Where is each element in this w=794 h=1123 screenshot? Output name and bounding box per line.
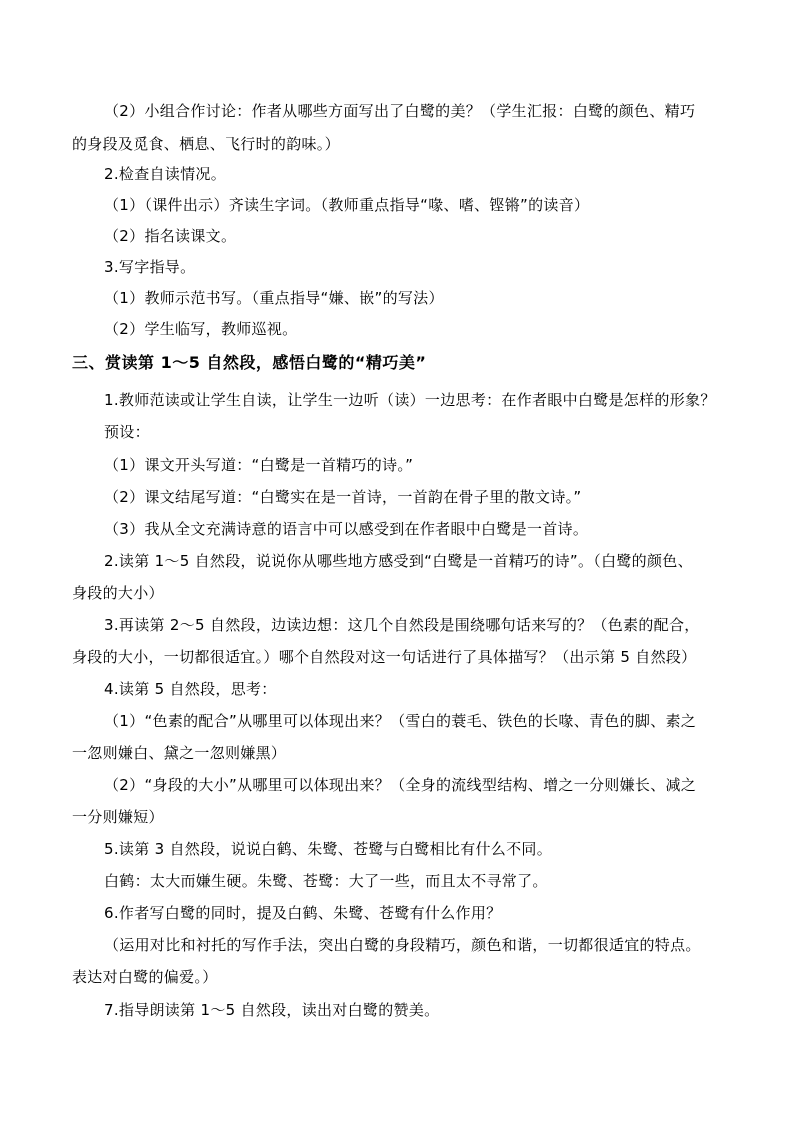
text-line: 一忽则嫌白、黛之一忽则嫌黑）: [72, 744, 287, 762]
text-line: 预设：: [104, 423, 150, 441]
text-line: 4.读第 5 自然段，思考：: [104, 680, 277, 698]
section-heading: 三、赏读第 1～5 自然段，感悟白鹭的“精巧美”: [72, 353, 427, 372]
text-line: 2.检查自读情况。: [104, 165, 227, 183]
text-line: 3.写字指导。: [104, 258, 196, 276]
text-line: 表达对白鹭的偏爱。）: [72, 968, 218, 986]
text-line: （2）学生临写，教师巡视。: [104, 320, 298, 338]
text-line: （运用对比和衬托的写作手法，突出白鹭的身段精巧，颜色和谐，一切都很适宜的特点。: [104, 936, 701, 954]
text-line: （2）课文结尾写道：“白鹭实在是一首诗，一首韵在骨子里的散文诗。”: [104, 488, 582, 506]
text-line: 2.读第 1～5 自然段，说说你从哪些地方感受到“白鹭是一首精巧的诗”。（白鹭的颜色、: [104, 552, 693, 570]
text-line: 白鹤：太大而嫌生硬。朱鹭、苍鹭：大了一些，而且太不寻常了。: [104, 872, 548, 890]
text-line: 3.再读第 2～5 自然段，边读边想：这几个自然段是围绕哪句话来写的？（色素的配合，: [104, 616, 700, 634]
text-line: 6.作者写白鹭的同时，提及白鹤、朱鹭、苍鹭有什么作用？: [104, 904, 502, 922]
text-line: 1.教师范读或让学生自读，让学生一边听（读）一边思考：在作者眼中白鹭是怎样的形象？: [104, 391, 716, 409]
text-line: （3）我从全文充满诗意的语言中可以感受到在作者眼中白鹭是一首诗。: [104, 520, 589, 538]
text-line: 的身段及觅食、栖息、飞行时的韵味。）: [72, 135, 340, 153]
text-line: （1）（课件出示）齐读生字词。（教师重点指导“喙、嗜、铿锵”的读音）: [104, 196, 590, 214]
text-line: （2）小组合作讨论：作者从哪些方面写出了白鹭的美？（学生汇报：白鹭的颜色、精巧: [104, 102, 696, 120]
text-line: （1）“色素的配合”从哪里可以体现出来？（雪白的蓑毛、铁色的长喙、青色的脚、素之: [104, 712, 697, 730]
text-line: 一分则嫌短）: [72, 808, 164, 826]
text-line: 身段的大小，一切都很适宜。）哪个自然段对这一句话进行了具体描写？（出示第 5 自然段）: [72, 648, 697, 666]
text-line: （2）“身段的大小”从哪里可以体现出来？（全身的流线型结构、增之一分则嫌长、减之: [104, 776, 697, 794]
text-line: （1）课文开头写道：“白鹭是一首精巧的诗。”: [104, 456, 414, 474]
text-line: 身段的大小）: [72, 584, 164, 602]
text-line: 7.指导朗读第 1～5 自然段，读出对白鹭的赞美。: [104, 1001, 440, 1019]
text-line: 5.读第 3 自然段，说说白鹤、朱鹭、苍鹭与白鹭相比有什么不同。: [104, 840, 552, 858]
text-line: （1）教师示范书写。（重点指导“嫌、嵌”的写法）: [104, 289, 444, 307]
text-line: （2）指名读课文。: [104, 227, 237, 245]
